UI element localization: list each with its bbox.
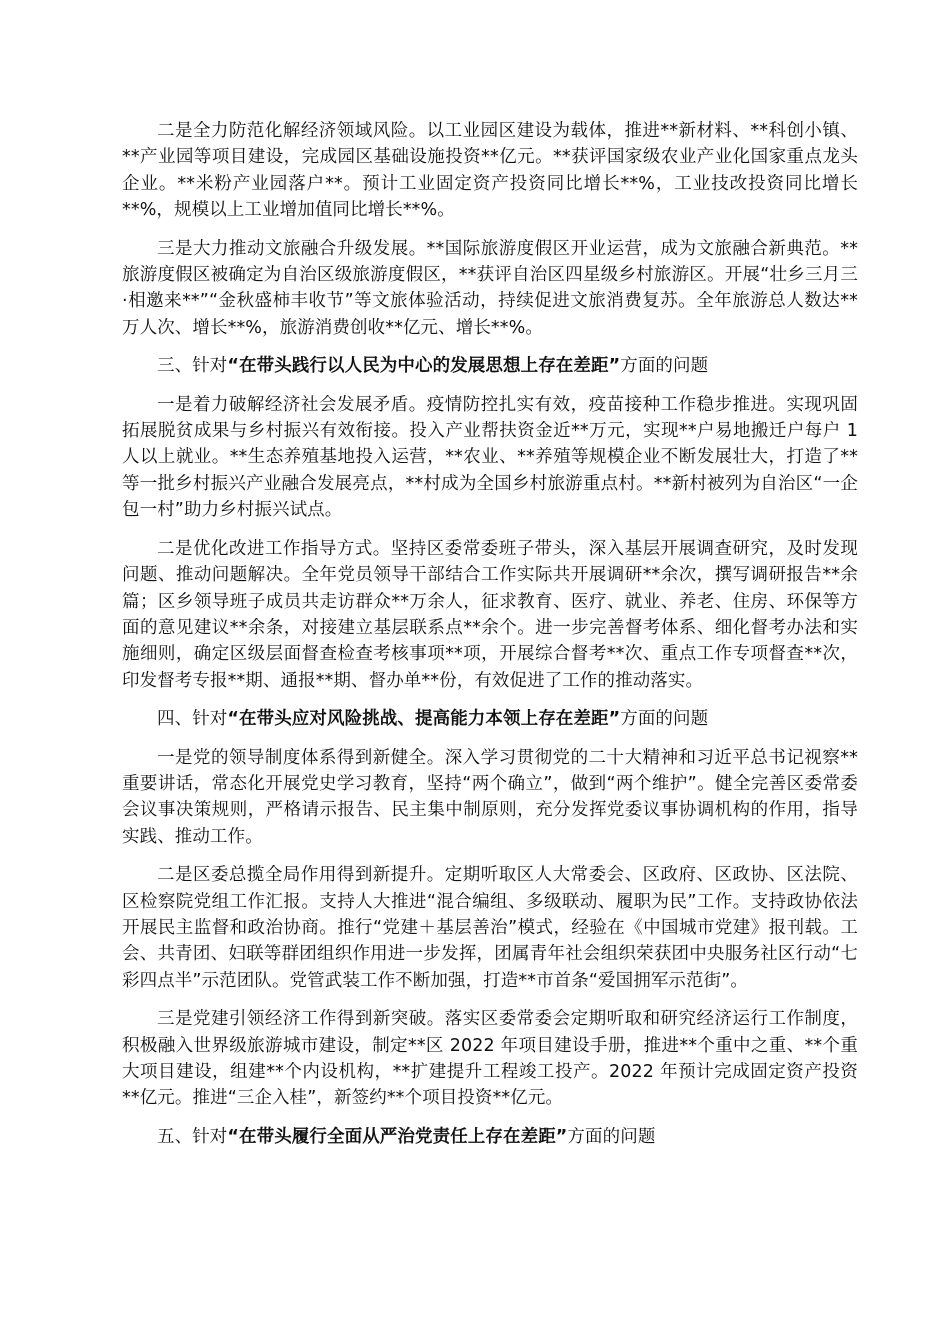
heading-suffix: 方面的问题 — [620, 709, 709, 730]
paragraph-work-guidance: 二是优化改进工作指导方式。坚持区委常委班子带头，深入基层开展调查研究，及时发现问题、推动问题解决。全年党员领导干部结合工作实际共开展调研**余次，撰写调研报告**余篇；区乡领导班子成员共走访群众**万余人，征求教育、医疗、就业、养老、住房、环保等方面的意见建议**余条，对接建立基层联系点**余个。进一步完善督考体系、细化督考办法和实施细则，确定区级层面督查检查考核事项**项，开展综合督考**次、重点工作专项督查**次，印发督考专报**期、通报**期、督办单**份，有效促进了工作的推动落实。 — [122, 538, 858, 691]
paragraph-economic-risk: 二是全力防范化解经济领域风险。以工业园区建设为载体，推进**新材料、**科创小镇、**产业园等项目建设，完成园区基础设施投资**亿元。**获评国家级农业产业化国家重点龙头企业。**米粉产业园落户**。预计工业固定资产投资同比增长**%，工业技改投资同比增长**%，规模以上工业增加值同比增长**%。 — [122, 121, 858, 221]
heading-prefix: 五、针对 — [157, 1126, 228, 1147]
paragraph-culture-tourism: 三是大力推动文旅融合升级发展。**国际旅游度假区开业运营，成为文旅融合新典范。**旅游度假区被确定为自治区级旅游度假区，**获评自治区四星级乡村旅游区。开展“壮乡三月三·相邀来**”“金秋盛柿丰收节”等文旅体验活动，持续促进文旅消费复苏。全年旅游总人数达**万人次、增长**%，旅游消费创收**亿元、增长**%。 — [122, 238, 858, 338]
section-heading-3 — [122, 353, 858, 379]
paragraph-development-contradictions: 一是着力破解经济社会发展矛盾。疫情防控扎实有效，疫苗接种工作稳步推进。实现巩固拓展脱贫成果与乡村振兴有效衔接。投入产业帮扶资金近**万元，实现**户易地搬迁户每户 1 人以上就业。**生态养殖基地投入运营，**农业、**养殖等规模企业不断发展壮大，打造了**等一批乡村振兴产业融合发展亮点，**村成为全国乡村旅游重点村。**新村被列为自治区“一企包一村”助力乡村振兴试点。 — [122, 394, 858, 521]
paragraph-leadership-system: 一是党的领导制度体系得到新健全。深入学习贯彻党的二十大精神和习近平总书记视察**重要讲话，常态化开展党史学习教育，坚持“两个确立”，做到“两个维护”。健全完善区委常委会议事决策规则，严格请示报告、民主集中制原则，充分发挥党委议事协调机构的作用，指导实践、推动工作。 — [122, 747, 858, 847]
section-heading-5 — [122, 1124, 858, 1150]
paragraph-overall-role: 二是区委总揽全局作用得到新提升。定期听取区人大常委会、区政府、区政协、区法院、区检察院党组工作汇报。支持人大推进“混合编组、多级联动、履职为民”工作。支持政协依法开展民主监督和政治协商。推行“党建＋基层善治”模式，经验在《中国城市党建》报刊载。工会、共青团、妇联等群团组织作用进一步发挥，团属青年社会组织荣获团中央服务社区行动“七彩四点半”示范团队。党管武装工作不断加强，打造**市首条“爱国拥军示范街”。 — [122, 865, 858, 991]
heading-prefix: 四、针对 — [157, 709, 228, 730]
heading-emphasis: “在带头应对风险挑战、提高能力本领上存在差距” — [227, 709, 621, 730]
paragraph-party-economy: 三是党建引领经济工作得到新突破。落实区委常委会定期听取和研究经济运行工作制度，积极融入世界级旅游城市建设，制定**区 2022 年项目建设手册，推进**个重中之重、**个重大项目建设，组建**个内设机构，**扩建提升工程竣工投产。2022 年预计完成固定资产投资**亿元。推进“三企入桂”，新签约**个项目投资**亿元。 — [122, 1009, 858, 1109]
heading-suffix: 方面的问题 — [567, 1126, 656, 1147]
heading-emphasis: “在带头践行以人民为中心的发展思想上存在差距” — [227, 356, 621, 377]
document-page — [122, 118, 858, 1162]
heading-emphasis: “在带头履行全面从严治党责任上存在差距” — [227, 1126, 568, 1147]
section-heading-4 — [122, 706, 858, 732]
heading-suffix: 方面的问题 — [620, 356, 709, 377]
heading-prefix: 三、针对 — [157, 356, 228, 377]
